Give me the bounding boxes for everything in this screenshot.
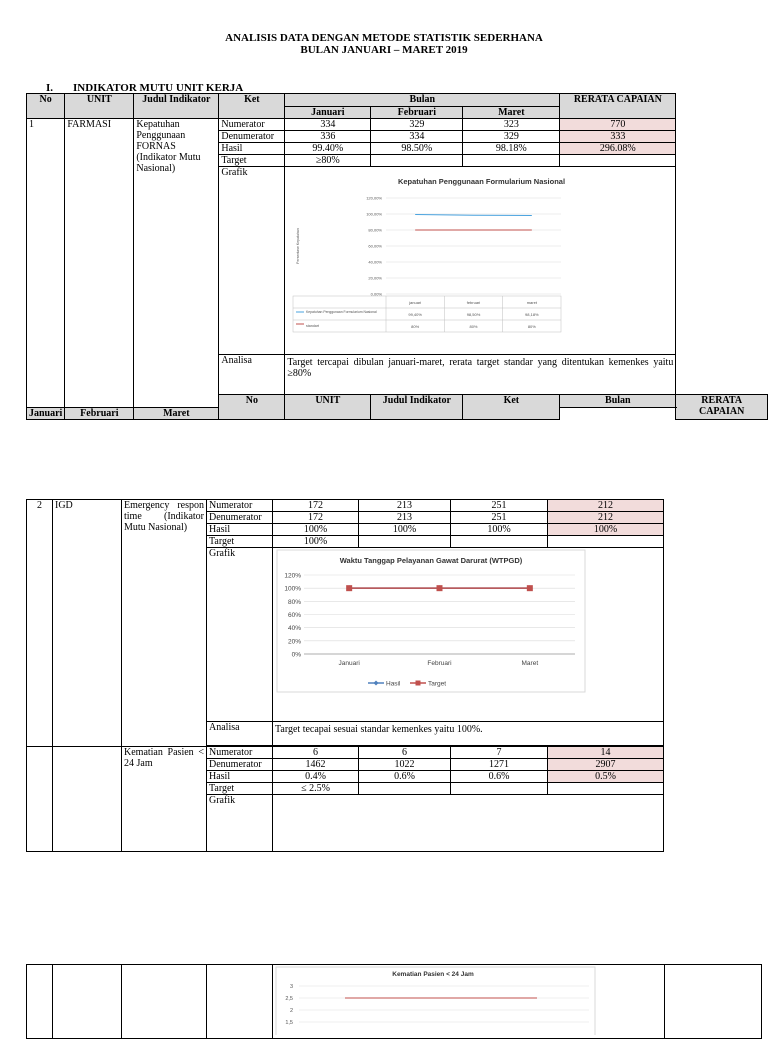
numerator-rerata: 770 (560, 119, 676, 131)
row-number: 1 (27, 119, 65, 408)
chart-cell (273, 965, 665, 1039)
label-analisa: Analisa (207, 722, 273, 746)
data-point (437, 585, 443, 591)
data-label: 80% (411, 324, 420, 329)
hasil-januari: 100% (273, 524, 359, 536)
y-tick-label: 40,00% (368, 259, 383, 265)
unit-name: IGD (53, 500, 122, 747)
y-tick-label: 1,5 (285, 1020, 293, 1026)
hasil-januari: 0.4% (273, 771, 359, 783)
label-analisa: Analisa (219, 355, 285, 395)
header-ket: Ket (219, 94, 285, 119)
unit-name: FARMASI (65, 119, 134, 408)
header-bulan: Bulan (285, 94, 560, 107)
chart-title: Waktu Tanggap Pelayanan Gawat Darurat (WTPGD) (339, 556, 523, 565)
data-label: 98,50% (467, 312, 481, 317)
hasil-januari: 99.40% (285, 143, 371, 155)
y-tick-label: 60% (287, 612, 301, 619)
header-no: No (27, 94, 65, 119)
numerator-januari: 172 (273, 500, 359, 512)
y-axis-label: Persentase Kepatuhan (296, 228, 301, 264)
y-tick-label: 0,00% (371, 291, 383, 297)
label-denumerator: Denumerator (207, 759, 273, 771)
header-rerata: RERATA CAPAIAN (676, 395, 768, 420)
indicator-title: Kematian Pasien < 24 Jam (122, 747, 207, 852)
label-grafik: Grafik (207, 795, 273, 852)
denumerator-januari: 336 (285, 131, 371, 143)
hasil-rerata: 100% (548, 524, 664, 536)
data-point (527, 585, 533, 591)
y-tick-label: 100% (284, 585, 301, 593)
chart-kematian-pasien (273, 965, 664, 1035)
label-hasil: Hasil (219, 143, 285, 155)
denumerator-februari: 1022 (359, 759, 451, 771)
header-judul: Judul Indikator (134, 94, 219, 119)
farmasi-table (26, 93, 768, 420)
header-januari: Januari (27, 408, 65, 420)
legend-marker (416, 681, 421, 686)
series-name: Kepatuhan Penggunaan Formularium Nasional (306, 310, 378, 314)
header-judul: Judul Indikator (371, 395, 463, 420)
label-denumerator: Denumerator (207, 512, 273, 524)
hasil-februari: 100% (359, 524, 451, 536)
numerator-maret: 7 (451, 747, 548, 759)
y-tick-label: 2 (289, 1008, 293, 1014)
target-value: 100% (273, 536, 359, 548)
x-tick-label: januari (409, 300, 422, 305)
data-table-frame (293, 296, 561, 332)
y-tick-label: 120,00% (366, 195, 383, 201)
legend-label: Target (428, 680, 447, 688)
data-point (346, 585, 352, 591)
numerator-februari: 6 (359, 747, 451, 759)
header-maret: Maret (134, 408, 219, 420)
label-denumerator: Denumerator (219, 131, 285, 143)
series-name: standart (306, 324, 320, 328)
header-ket: Ket (463, 395, 560, 420)
hasil-maret: 100% (451, 524, 548, 536)
label-target: Target (207, 783, 273, 795)
chart-cell (273, 548, 664, 722)
y-tick-label: 80% (287, 598, 301, 606)
header-rerata: RERATA CAPAIAN (560, 94, 676, 119)
data-label: 80% (469, 324, 478, 329)
header-februari: Februari (65, 408, 134, 420)
header-februari: Februari (371, 107, 463, 119)
x-tick-label: maret (527, 300, 538, 305)
chart-frame (277, 550, 585, 692)
y-tick-label: 20% (287, 638, 301, 646)
hasil-rerata: 0.5% (548, 771, 664, 783)
header-maret: Maret (463, 107, 560, 119)
chart-title: Kematian Pasien < 24 Jam (392, 971, 474, 978)
document-title: ANALISIS DATA DENGAN METODE STATISTIK SEDERHANA (225, 32, 543, 44)
label-grafik: Grafik (219, 167, 285, 355)
section-number: I. (46, 82, 54, 94)
label-numerator: Numerator (207, 500, 273, 512)
data-label: 98,18% (525, 312, 539, 317)
numerator-maret: 251 (451, 500, 548, 512)
header-unit: UNIT (285, 395, 371, 420)
analysis-text: Target tecapai sesuai standar kemenkes yaitu 100%. (273, 722, 664, 746)
indicator-title: Emergency respon time (Indikator Mutu Nasional) (122, 500, 207, 747)
series-line (416, 214, 533, 215)
label-hasil: Hasil (207, 771, 273, 783)
legend-label: Hasil (386, 680, 401, 688)
denumerator-rerata: 333 (560, 131, 676, 143)
y-tick-label: 120% (284, 572, 301, 580)
denumerator-rerata: 212 (548, 512, 664, 524)
document-subtitle: BULAN JANUARI – MARET 2019 (300, 44, 468, 56)
hasil-maret: 0.6% (451, 771, 548, 783)
header-januari: Januari (285, 107, 371, 119)
chart-wtpgd (273, 548, 661, 718)
igd-table (26, 499, 664, 852)
x-tick-label: Januari (338, 660, 360, 667)
numerator-februari: 213 (359, 500, 451, 512)
y-tick-label: 80,00% (368, 227, 383, 233)
numerator-rerata: 14 (548, 747, 664, 759)
y-tick-label: 3 (289, 984, 293, 990)
header-bulan: Bulan (560, 395, 676, 408)
denumerator-januari: 1462 (273, 759, 359, 771)
y-tick-label: 40% (287, 625, 301, 633)
x-tick-label: Februari (427, 660, 452, 667)
denumerator-februari: 334 (371, 131, 463, 143)
denumerator-maret: 1271 (451, 759, 548, 771)
denumerator-rerata: 2907 (548, 759, 664, 771)
data-label: 99,40% (408, 312, 423, 317)
numerator-maret: 323 (463, 119, 560, 131)
indicator-title: Kepatuhan Penggunaan FORNAS (Indikator Mutu Nasional) (134, 119, 219, 408)
numerator-januari: 6 (273, 747, 359, 759)
data-label: 80% (528, 324, 537, 329)
y-tick-label: 60,00% (368, 243, 383, 249)
denumerator-maret: 329 (463, 131, 560, 143)
label-numerator: Numerator (219, 119, 285, 131)
y-tick-label: 100,00% (366, 211, 383, 217)
kematian-chart-table (26, 964, 762, 1039)
target-value: ≥80% (285, 155, 371, 167)
x-tick-label: Maret (521, 660, 539, 667)
denumerator-februari: 213 (359, 512, 451, 524)
y-tick-label: 2,5 (285, 996, 293, 1002)
label-grafik: Grafik (207, 548, 273, 722)
analysis-text: Target tercapai dibulan januari-maret, rerata target standar yang ditentukan kemenkes yaitu ≥80% (285, 355, 676, 395)
hasil-februari: 98.50% (371, 143, 463, 155)
label-target: Target (219, 155, 285, 167)
label-numerator: Numerator (207, 747, 273, 759)
numerator-februari: 329 (371, 119, 463, 131)
chart-title: Kepatuhan Penggunaan Formularium Nasional (398, 177, 566, 186)
label-hasil: Hasil (207, 524, 273, 536)
denumerator-januari: 172 (273, 512, 359, 524)
hasil-rerata: 296.08% (560, 143, 676, 155)
header-no: No (219, 395, 285, 420)
numerator-januari: 334 (285, 119, 371, 131)
target-value: ≤ 2.5% (273, 783, 359, 795)
section-title: INDIKATOR MUTU UNIT KERJA (73, 82, 244, 94)
numerator-rerata: 212 (548, 500, 664, 512)
y-tick-label: 20,00% (368, 275, 383, 281)
chart-kepatuhan-fornas (285, 167, 673, 351)
hasil-maret: 98.18% (463, 143, 560, 155)
row-number: 2 (27, 500, 53, 747)
header-unit: UNIT (65, 94, 134, 119)
chart-cell (285, 167, 676, 355)
y-tick-label: 0% (291, 651, 301, 659)
label-target: Target (207, 536, 273, 548)
hasil-februari: 0.6% (359, 771, 451, 783)
x-tick-label: februari (467, 300, 481, 305)
denumerator-maret: 251 (451, 512, 548, 524)
